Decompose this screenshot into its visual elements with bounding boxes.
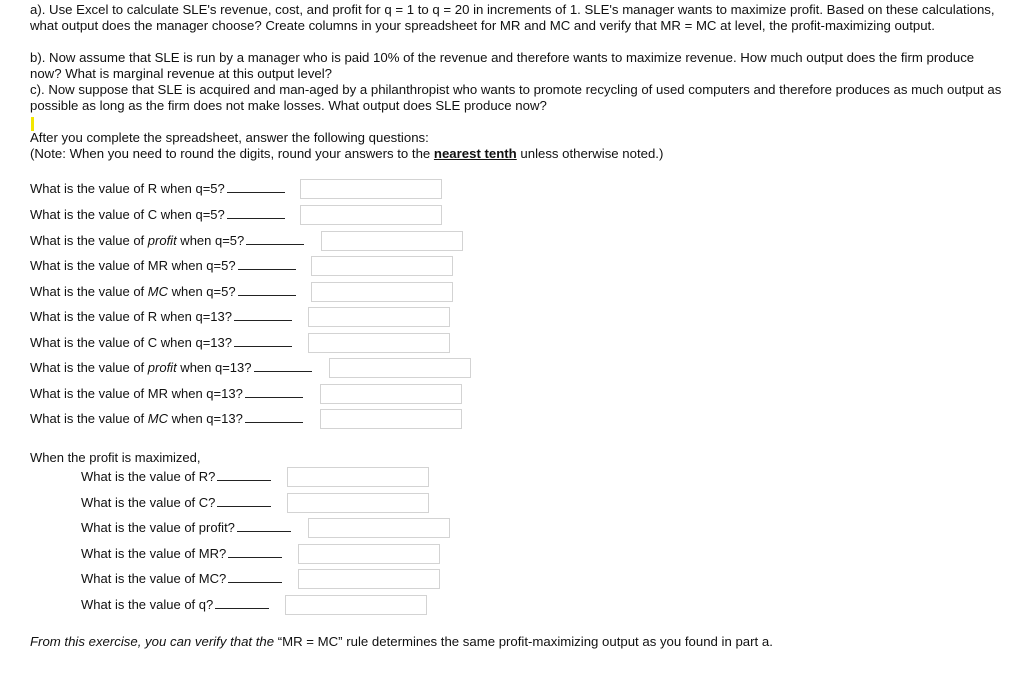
max-question-row: What is the value of C? xyxy=(81,495,271,510)
answer-input[interactable] xyxy=(321,231,463,251)
max-answer-input[interactable] xyxy=(287,467,429,487)
question-row: What is the value of MR when q=13? xyxy=(30,386,303,401)
answer-underline xyxy=(246,234,304,245)
answer-underline xyxy=(227,182,285,193)
answer-underline xyxy=(238,259,296,270)
max-answer-input[interactable] xyxy=(298,569,440,589)
answer-underline xyxy=(234,336,292,347)
part-c-text: c). Now suppose that SLE is acquired and man-aged by a philanthropist who wants to promote recycling of used computers and therefore produces as much output as possible as long as the firm does not make losses. What output does SLE produce now? xyxy=(30,82,1002,113)
answer-input[interactable] xyxy=(300,205,442,225)
instructions-line1: After you complete the spreadsheet, answer the following questions: xyxy=(30,130,429,145)
answer-underline xyxy=(228,572,282,583)
question-row: What is the value of MC when q=5? xyxy=(30,284,296,299)
max-answer-input[interactable] xyxy=(308,518,450,538)
question-row: What is the value of R when q=5? xyxy=(30,181,285,196)
max-answer-input[interactable] xyxy=(287,493,429,513)
question-row: What is the value of MR when q=5? xyxy=(30,258,296,273)
answer-input[interactable] xyxy=(311,282,453,302)
max-question-row: What is the value of R? xyxy=(81,469,271,484)
answer-underline xyxy=(254,361,312,372)
answer-input[interactable] xyxy=(311,256,453,276)
answer-input[interactable] xyxy=(329,358,471,378)
question-row: What is the value of profit when q=13? xyxy=(30,360,312,375)
max-answer-input[interactable] xyxy=(298,544,440,564)
answer-underline xyxy=(234,310,292,321)
answer-input[interactable] xyxy=(300,179,442,199)
answer-underline xyxy=(237,521,291,532)
nearest-tenth-emphasis: nearest tenth xyxy=(433,146,517,161)
answer-underline xyxy=(217,496,271,507)
max-question-row: What is the value of MR? xyxy=(81,546,282,561)
part-a-text: a). Use Excel to calculate SLE's revenue, cost, and profit for q = 1 to q = 20 in increments of 1. SLE's manager wants to maximize profit. Based on these calculations, what output does the manager choose? Create columns in your spreadsheet for MR and MC and verify that MR = MC at level, the profit-maximizing output. xyxy=(30,2,995,33)
answer-underline xyxy=(238,285,296,296)
max-question-row: What is the value of MC? xyxy=(81,571,282,586)
answer-input[interactable] xyxy=(320,409,462,429)
instructions-line2: (Note: When you need to round the digits, round your answers to the nearest tenth unless otherwise noted.) xyxy=(30,146,664,161)
answer-input[interactable] xyxy=(320,384,462,404)
answer-input[interactable] xyxy=(308,307,450,327)
answer-underline xyxy=(227,208,285,219)
answer-underline xyxy=(245,412,303,423)
question-row: What is the value of C when q=5? xyxy=(30,207,285,222)
instructions xyxy=(30,130,663,162)
max-answer-input[interactable] xyxy=(285,595,427,615)
answer-underline xyxy=(245,387,303,398)
answer-input[interactable] xyxy=(308,333,450,353)
footer-note: From this exercise, you can verify that the “MR = MC” rule determines the same profit-maximizing output as you found in part a. xyxy=(30,634,773,649)
max-section-heading: When the profit is maximized, xyxy=(30,450,201,465)
max-question-row: What is the value of q? xyxy=(81,597,269,612)
answer-underline xyxy=(215,598,269,609)
text-cursor xyxy=(31,117,34,131)
question-row: What is the value of profit when q=5? xyxy=(30,233,304,248)
part-b-text: b). Now assume that SLE is run by a manager who is paid 10% of the revenue and therefore wants to maximize revenue. How much output does the firm produce now? What is marginal revenue at this output level? xyxy=(30,50,975,81)
question-row: What is the value of MC when q=13? xyxy=(30,411,303,426)
max-question-row: What is the value of profit? xyxy=(81,520,291,535)
answer-underline xyxy=(217,470,271,481)
question-row: What is the value of C when q=13? xyxy=(30,335,292,350)
answer-underline xyxy=(228,547,282,558)
question-row: What is the value of R when q=13? xyxy=(30,309,292,324)
